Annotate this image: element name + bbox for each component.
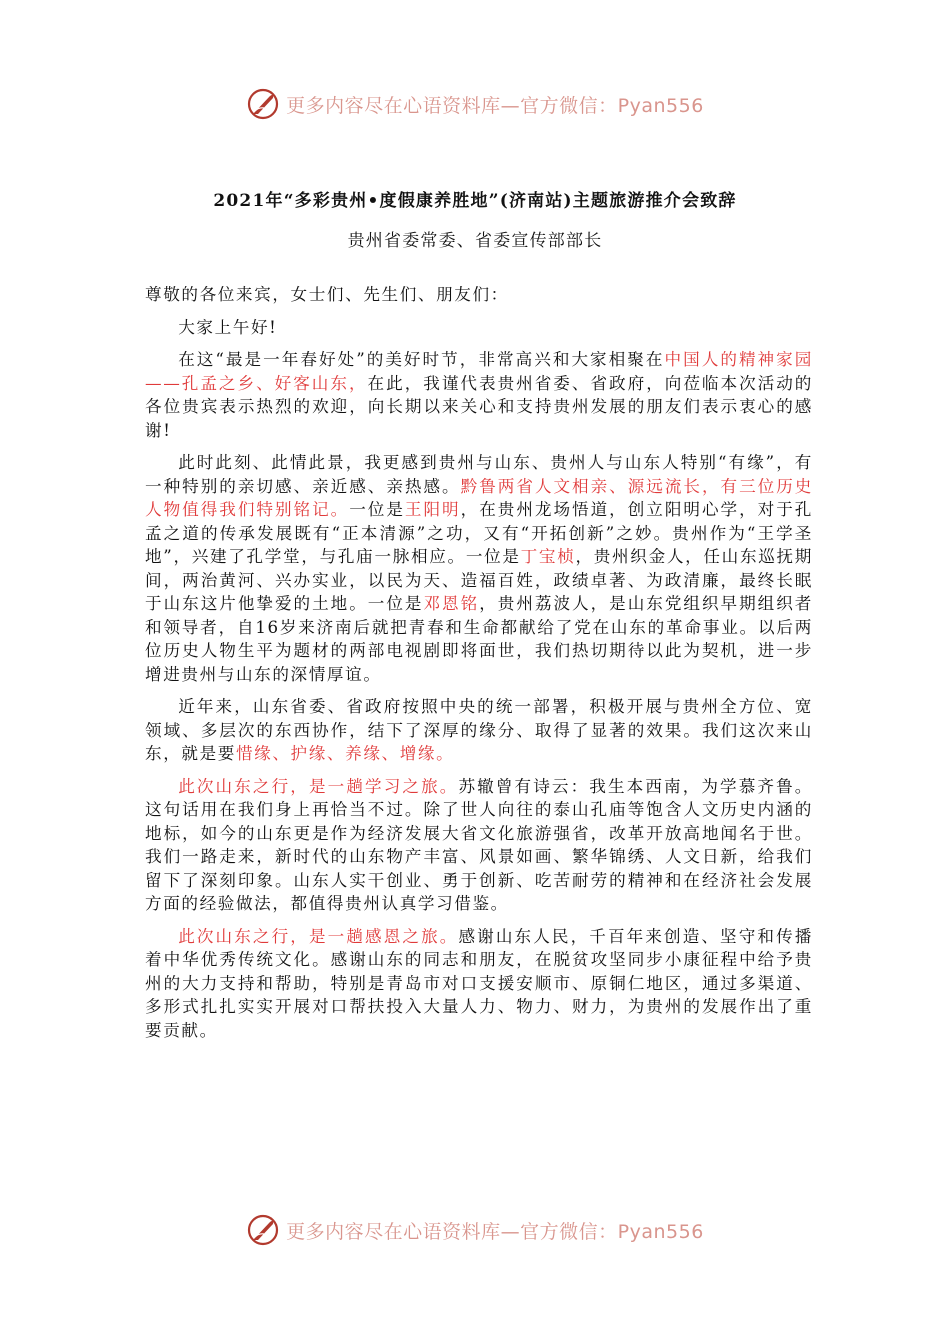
paragraph-welcome <box>145 348 813 442</box>
text-run: 在这“最是一年春好处”的美好时节，非常高兴和大家相聚在 <box>178 350 665 369</box>
highlighted-phrase: 惜缘、护缘、养缘、增缘。 <box>235 744 455 763</box>
quill-logo-icon <box>246 87 280 121</box>
highlighted-name: 邓恩铭 <box>423 594 480 613</box>
page-subtitle: 贵州省委常委、省委宣传部部长 <box>347 231 603 251</box>
text-run: 近年来，山东省委、省政府按照中央的统一部署，积极开展与贵州全方位、宽领域、多层次的东西协作，结下了深厚的缘分、取得了显著的效果。我们这次来山东，就是要 <box>145 697 813 763</box>
highlighted-phrase: 此次山东之行，是一趟感恩之旅。 <box>178 926 459 946</box>
page-title: 2021年“多彩贵州•度假康养胜地”(济南站)主题旅游推介会致辞 <box>213 191 737 211</box>
watermark-footer <box>0 1210 950 1250</box>
text-run: 在此，我谨代表贵州省委、省政府，向莅临本次活动的各位贵宾表示热烈的欢迎，向长期以来关心和支持贵州发展的朋友们表示衷心的感谢! <box>145 373 813 440</box>
highlighted-phrase: 中国人的精神家园——孔孟之乡、好客山东， <box>145 350 813 393</box>
salutation: 尊敬的各位来宾，女士们、先生们、朋友们： <box>145 285 509 304</box>
paragraph-learning <box>145 775 813 916</box>
greeting: 大家上午好! <box>178 317 278 337</box>
quill-logo-icon <box>246 1213 280 1247</box>
text-run: 此时此刻、此情此景，我更感到贵州与山东、贵州人与山东人特别“有缘”，有一种特别的亲切感、亲近感、亲热感。 <box>145 453 813 496</box>
highlighted-name: 丁宝桢 <box>520 547 576 566</box>
paragraph-cooperation <box>145 695 813 766</box>
paragraph-history <box>145 451 813 686</box>
highlighted-phrase: 黔鲁两省人文相亲、源远流长，有三位历史人物值得我们特别铭记。 <box>145 476 813 519</box>
document-body <box>145 283 813 1051</box>
text-run: 一位是 <box>349 500 405 519</box>
highlighted-name: 王阳明 <box>404 500 461 519</box>
highlighted-phrase: 此次山东之行，是一趟学习之旅。 <box>178 776 459 796</box>
text-run: ，贵州荔波人，是山东党组织早期组织者和领导者，自16岁来济南后就把青春和生命都献给了党在山东的革命事业。以后两位历史人物生平为题材的两部电视剧即将面世，我们热切期待以此为契机，进一步增进贵州与山东的深情厚谊。 <box>145 594 813 684</box>
text-run: 感谢山东人民，千百年来创造、坚守和传播着中华优秀传统文化。感谢山东的同志和朋友，在脱贫攻坚同步小康征程中给予贵州的大力支持和帮助，特别是青岛市对口支援安顺市、原铜仁地区，通过多渠道、多形式扎扎实实开展对口帮扶投入大量人力、物力、财力，为贵州的发展作出了重要贡献。 <box>145 926 813 1040</box>
watermark-text: 更多内容尽在心语资料库—官方微信：Pyan556 <box>286 1220 704 1243</box>
watermark-text: 更多内容尽在心语资料库—官方微信：Pyan556 <box>286 94 704 117</box>
text-run: ，贵州织金人，任山东巡抚期间，两治黄河、兴办实业，以民为天、造福百姓，政绩卓著、为政清廉，最终长眠于山东这片他挚爱的土地。一位是 <box>145 547 813 613</box>
watermark-header <box>0 84 950 124</box>
paragraph-gratitude <box>145 925 813 1043</box>
text-run: ，在贵州龙场悟道，创立阳明心学，对于孔孟之道的传承发展既有“正本清源”之功，又有“开拓创新”之妙。贵州作为“王学圣地”，兴建了孔学堂，与孔庙一脉相应。一位是 <box>145 500 813 566</box>
text-run: 苏辙曾有诗云：我生本西南，为学慕齐鲁。这句话用在我们身上再恰当不过。除了世人向往的泰山孔庙等饱含人文历史内涵的地标，如今的山东更是作为经济发展大省文化旅游强省，改革开放高地闻名于世。我们一路走来，新时代的山东物产丰富、风景如画、繁华锦绣、人文日新，给我们留下了深刻印象。山东人实干创业、勇于创新、吃苦耐劳的精神和在经济社会发展方面的经验做法，都值得贵州认真学习借鉴。 <box>145 776 813 913</box>
